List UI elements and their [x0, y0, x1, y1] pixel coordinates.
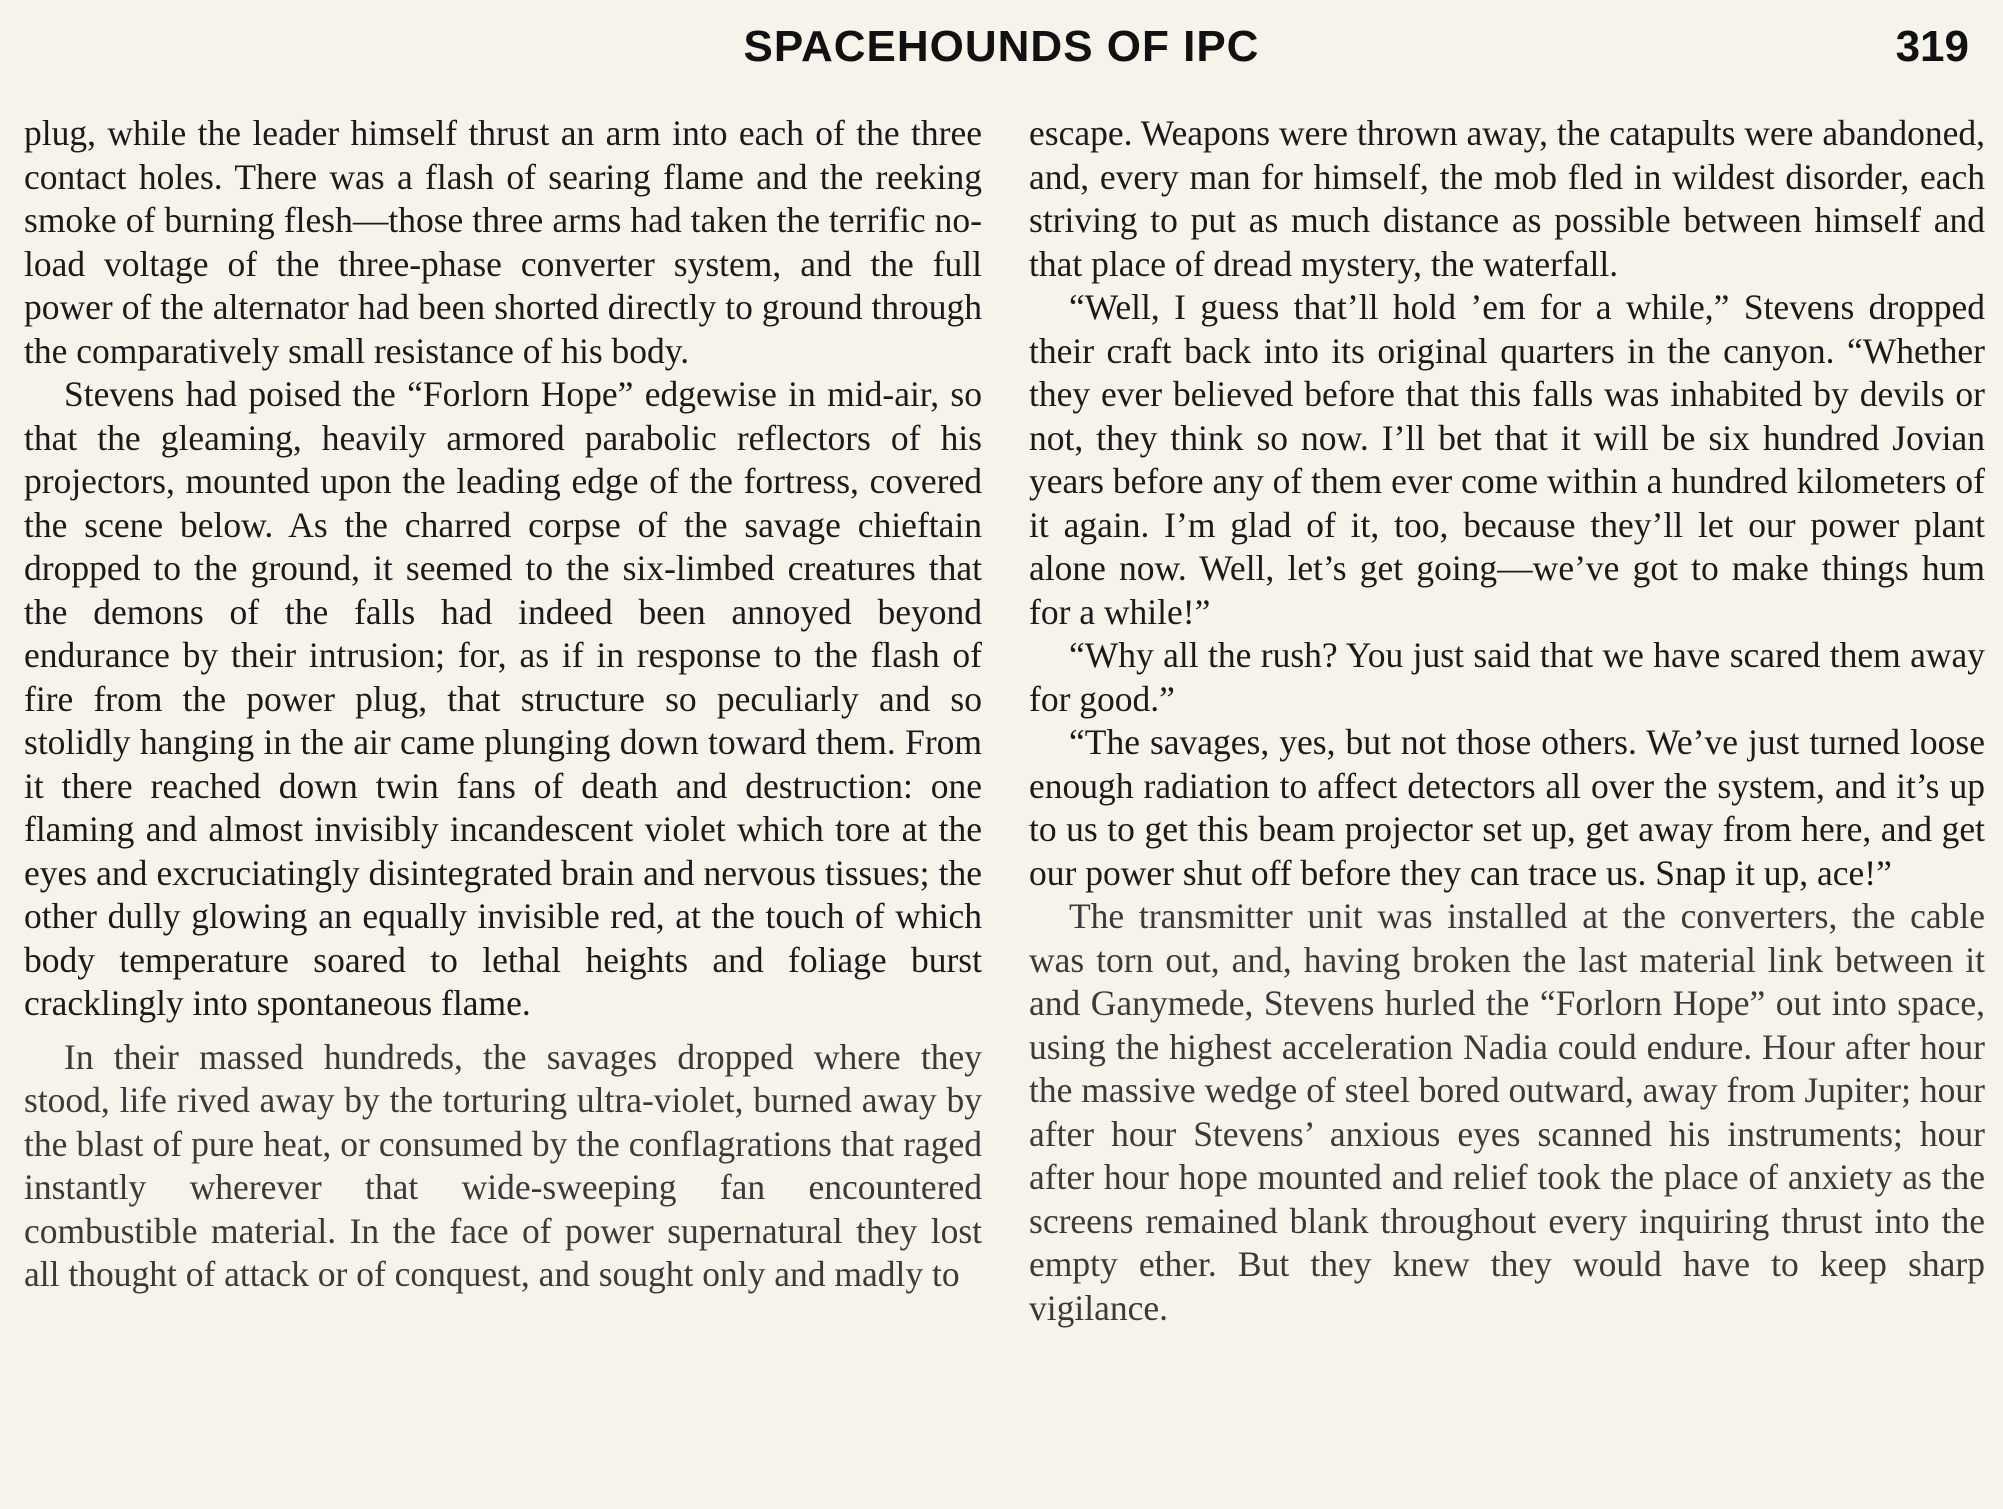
right-paragraph-2: “Well, I guess that’ll hold ’em for a while,” Stevens dropped their craft back into its original quarters in the canyon. “Whether they ever believed before that this falls was inhabited by devils or not, they think so now. I’ll bet that it will be six hundred Jovian years before any of them ever come within a hundred kilometers of it again. I’m glad of it, too, because they’ll let our power plant alone now. Well, let’s get going—we’ve got to make things hum for a while!” — [1029, 287, 1985, 632]
running-title: SPACEHOUNDS OF IPC — [743, 22, 1260, 71]
page-header — [0, 18, 2003, 88]
right-paragraph-4: “The savages, yes, but not those others. We’ve just turned loose enough radiation to affect detectors all over the system, and it’s up to us to get this beam projector set up, get away from here, and get our power shut off before they can trace us. Snap it up, ace!” — [1029, 722, 1985, 893]
right-paragraph-1: escape. Weapons were thrown away, the catapults were abandoned, and, every man for himself, the mob fled in wildest disorder, each striving to put as much distance as possible between himself and that place of dread mystery, the waterfall. — [1029, 113, 1985, 284]
left-paragraph-3: In their massed hundreds, the savages dropped where they stood, life rived away by the torturing ultra-violet, burned away by the blast of pure heat, or consumed by the conflagrations that raged instantly wherever that wide-sweeping fan encountered combustible material. In the face of power supernatural they lost all thought of attack or of conquest, and sought only and madly to — [24, 1036, 982, 1294]
right-paragraph-3: “Why all the rush? You just said that we have scared them away for good.” — [1029, 635, 1985, 719]
right-paragraph-5: The transmitter unit was installed at the converters, the cable was torn out, and, having broken the last material link between it and Ganymede, Stevens hurled the “Forlorn Hope” out into space, using the highest acceleration Nadia could endure. Hour after hour the massive wedge of steel bored outward, away from Jupiter; hour after hour Stevens’ anxious eyes scanned his instruments; hour after hour hope mounted and relief took the place of anxiety as the screens remained blank throughout every inquiring thrust into the empty ether. But they knew they would have to keep sharp vigilance. — [1029, 896, 1985, 1328]
right-column — [1029, 112, 1985, 1492]
left-paragraph-1: plug, while the leader himself thrust an arm into each of the three contact holes. There was a flash of searing flame and the reeking smoke of burning flesh—those three arms had taken the terrific no-load voltage of the three-phase converter system, and the full power of the alternator had been shorted directly to ground through the comparatively small resistance of his body. — [24, 113, 982, 371]
left-column — [24, 112, 982, 1492]
page-number: 319 — [1895, 22, 1969, 71]
left-paragraph-2: Stevens had poised the “Forlorn Hope” edgewise in mid-air, so that the gleaming, heavily armored parabolic reflectors of his projectors, mounted upon the leading edge of the fortress, covered the scene below. As the charred corpse of the savage chieftain dropped to the ground, it seemed to the six-limbed creatures that the demons of the falls had indeed been annoyed beyond endurance by their intrusion; for, as if in response to the flash of fire from the power plug, that structure so peculiarly and so stolidly hanging in the air came plunging down toward them. From it there reached down twin fans of death and destruction: one flaming and almost invisibly incandescent violet which tore at the eyes and excruciatingly disintegrated brain and nervous tissues; the other dully glowing an equally invisible red, at the touch of which body temperature soared to lethal heights and foliage burst cracklingly into spontaneous flame. — [24, 374, 982, 1023]
